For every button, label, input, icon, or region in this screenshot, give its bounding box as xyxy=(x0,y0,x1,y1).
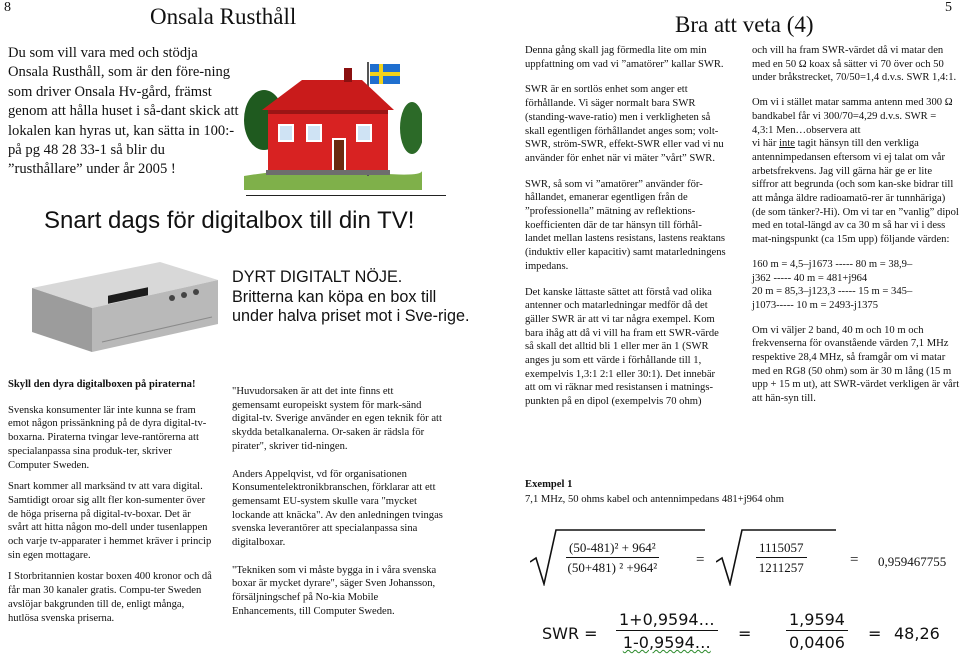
fraction xyxy=(756,540,807,576)
dyrt-digitalt-box xyxy=(232,268,472,327)
house-illustration xyxy=(244,58,422,190)
formula-result: 48,26 xyxy=(894,624,940,643)
digital-box-image xyxy=(22,254,220,366)
impedance-line: 160 m = 4,5–j1673 ----- 80 m = 38,9– xyxy=(752,258,913,270)
article-paragraph: Snart kommer all marksänd tv att vara digital. Samtidigt oroar sig allt fler kon-sumenter över de höga priserna på digital-tv-boxar. Det är svårt att hitta någon mo-dell under tusenlappen och varje tv-apparater i hemmet kräver i princip sin egen mottagare. xyxy=(8,481,212,561)
example-title: Exempel 1 xyxy=(525,479,573,490)
dyrt-heading: DYRT DIGITALT NÖJE. xyxy=(232,268,403,286)
fraction-numerator: 1,9594 xyxy=(786,610,848,631)
swr-underlined-word: inte xyxy=(779,138,795,150)
left-page-title: Onsala Rusthåll xyxy=(150,4,297,29)
swr-column-2 xyxy=(752,44,960,414)
swr-text: tagit hänsyn till den verkliga antennimpedansen eftersom vi ej talat om vår arbetsfrekvens. Jag vill gärna här ge er lite siffror att begrunda (och som kan-ske bidrar till att många äldre radioamatö-rer är tunnhäriga) (de som tänker?-Hi). Om vi tar en ”vanlig” dipol med en total-längd av ca 30 m så har vi i dess mat-ningspunkt (ca 15m upp) följande värden: xyxy=(752,138,959,246)
article-paragraph: "Huvudorsaken är att det inte finns ett gemensamt europeiskt system för mark-sänd digital-tv. Sverige använder en egen teknik för att skydda betalkanalerna. Or-saken är rädsla för pirater", skriver tid-ningen. xyxy=(232,386,442,452)
article-paragraph: Anders Appelqvist, vd för organisationen Konsumentelektronikbranschen, förklarar att ett gemensamt EU-system skulle vara "mycket lockande att knäcka". Av den anledningen tvingas svenska leverantörer att specialanpassa sina digitalboxar. xyxy=(232,468,443,549)
impedance-line: 20 m = 85,3–j123,3 ----- 15 m = 345– xyxy=(752,286,913,298)
formula-result: 0,959467755 xyxy=(878,554,947,569)
article-paragraph: Svenska konsumenter lär inte kunna se fram emot någon prissänkning på de dyra digital-tv-boxarna. Piraterna tvingar leve-rantörerna att specialanpassa sina produk-ter, skriver Computer Sweden. xyxy=(8,404,207,471)
formula-swr xyxy=(542,604,960,660)
swr-paragraph: Om vi i stället matar samma antenn med 300 Ω bandkabel får vi 300/70=4,29 d.v.s. SWR = 4,3:1 Men…observera att xyxy=(752,97,953,136)
article-paragraph: "Tekniken som vi måste bygga in i våra svenska boxar är mycket dyrare", säger Sven Johansson, försäljningschef på No-kia Mobile Enhancements, till Computer Sweden. xyxy=(232,564,437,617)
dyrt-text: Britterna kan köpa en box till under halva priset mot i Sve-rige. xyxy=(232,287,470,325)
left-page-number: 8 xyxy=(4,0,11,15)
house-drawing xyxy=(244,62,422,190)
swr-label: SWR = xyxy=(542,624,598,643)
fraction-numerator: 1115057 xyxy=(756,540,807,558)
right-page-number: 5 xyxy=(945,0,952,15)
equals-sign: = xyxy=(738,624,752,643)
fraction-numerator: (50-481)² + 964² xyxy=(566,540,659,558)
swr-paragraph: SWR är en sortlös enhet som anger ett förhållande. Vi säger normalt bara SWR (standing-wave-ratio) men i verkligheten så skall egentligen förhållandet anges som; volt-SWR, ström-SWR, effekt-SWR eller vad vi nu använder för enhet när vi mäter ”vårt” SWR. xyxy=(525,84,724,164)
swr-column-1 xyxy=(525,44,727,417)
article-headline: Skyll den dyra digitalboxen på piraterna! xyxy=(8,379,196,390)
article-paragraph: I Storbritannien kostar boxen 400 kronor och då får man 30 kanaler gratis. Compu-ter Sweden avslöjar bakgrunden till de, enligt många, hutlösa svenska priserna. xyxy=(8,571,212,624)
example-text: 7,1 MHz, 50 ohms kabel och antennimpedans 481+j964 ohm xyxy=(525,493,785,505)
digital-box-drawing xyxy=(32,262,218,352)
equals-sign: = xyxy=(696,552,705,568)
swr-text: vi här xyxy=(752,138,780,150)
divider-line xyxy=(246,195,446,196)
fraction-numerator: 1+0,9594… xyxy=(616,610,718,631)
equals-sign: = xyxy=(850,552,859,568)
formula-gamma xyxy=(530,528,960,588)
swr-paragraph: Denna gång skall jag förmedla lite om min uppfattning om vad vi ”amatörer” kallar SWR. xyxy=(525,45,724,70)
equals-sign: = xyxy=(868,624,882,643)
digitalbox-banner: Snart dags för digitalbox till din TV! xyxy=(44,207,415,234)
fraction-denominator: 0,0406 xyxy=(789,633,845,652)
impedance-line: j362 ----- 40 m = 481+j964 xyxy=(752,272,868,284)
fraction-denominator: 1-0,9594… xyxy=(622,633,711,652)
article-middle-column xyxy=(232,385,444,627)
swr-paragraph xyxy=(752,137,960,247)
intro-paragraph: Du som vill vara med och stödja Onsala Rusthåll, som är den före-ning som driver Onsala Hv-gård, främst genom att hålla huset i så-dant skick att lokalen kan hyras ut, kan sätta in 100:- på pg 48 28 33-1 så blir du ”rusthållare” under år 2005 ! xyxy=(8,45,239,178)
swr-paragraph: och vill ha fram SWR-värdet då vi matar den med en 50 Ω koax så sätter vi 70 över och 50 under bråkstrecket, 70/50=1,4 d.v.s. SWR 1,4:1. xyxy=(752,45,957,84)
swr-paragraph: SWR, så som vi ”amatörer” använder för-hållandet, emanerar egentligen från de ”professionella” mätning av reflektions-koefficienten där de tar hänsyn till förhål-landet mellan lastens resistans, lastens reaktans (induktiv eller kapacitiv) samt matarledningens impedans. xyxy=(525,178,726,272)
fraction xyxy=(786,610,848,652)
example-block xyxy=(525,478,795,507)
fraction xyxy=(616,610,718,652)
fraction xyxy=(566,540,659,576)
swr-paragraph: Om vi väljer 2 band, 40 m och 10 m och frekvenserna för ovanstående värden 7,1 MHz respektive 28,4 MHz, så framgår om vi matar med en RG8 (50 ohm) som är 30 m lång (15 m upp + 15 m ut), att SWR-värdet verkligen är vårt att hän-syn till. xyxy=(752,324,960,405)
impedance-values xyxy=(752,258,960,313)
right-page-title: Bra att veta (4) xyxy=(675,12,814,37)
swr-paragraph: Det kanske lättaste sättet att förstå vad olika antenner och matarledningar medför då det gäller SWR är att vi tar några exempel. Kom bara ihåg att då vi vill ha fram ett SWR-värde så skall det alltid bli 1 eller mer än 1 (SWR anges ju som ett värde i förhållande till 1, exempelvis 1,3:1 2:1 eller 30:1). Det innebär att om vi räknar med resistansen i matnings-punkten på en dipol (exempelvis 70 ohm) xyxy=(525,286,719,408)
impedance-line: j1073----- 10 m = 2493-j1375 xyxy=(752,299,879,311)
fraction-denominator: 1211257 xyxy=(758,560,804,575)
article-left-column xyxy=(8,378,213,633)
fraction-denominator: (50+481) ² +964² xyxy=(567,560,658,575)
